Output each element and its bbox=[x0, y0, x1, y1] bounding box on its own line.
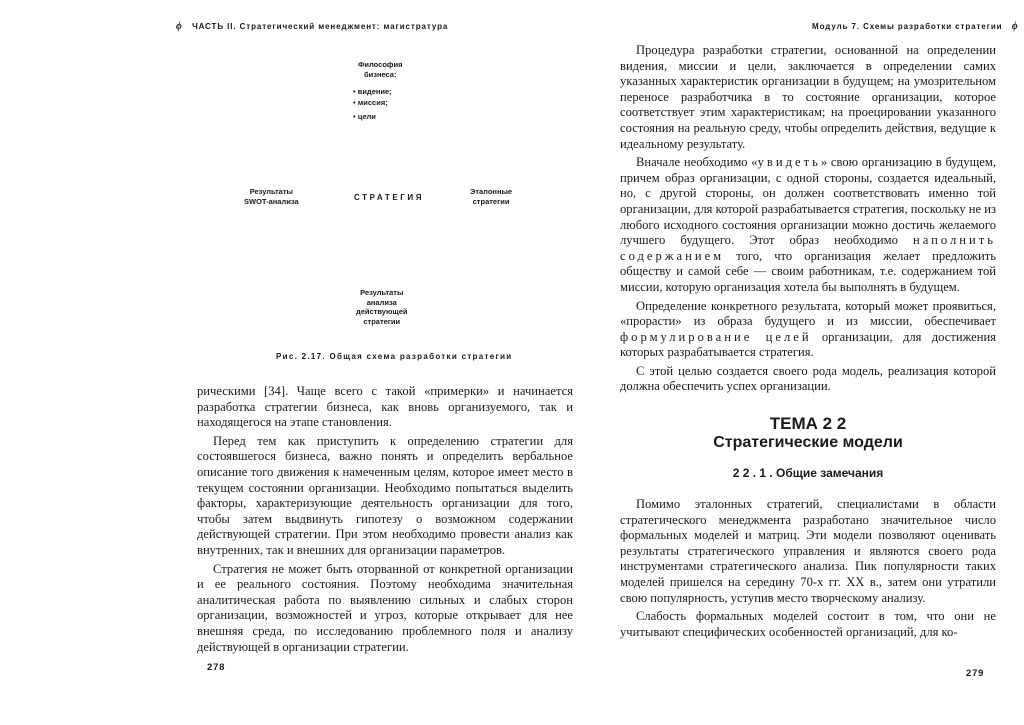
node-line: Результаты bbox=[360, 288, 404, 297]
text-run: того, что организация желает предложить обществу и самой себе — своим работникам, т.е. содержанием той миссии, которую организация хотела бы выполнять в будущем. bbox=[620, 248, 996, 294]
spaced-emphasis: увидеть bbox=[757, 155, 821, 170]
paragraph: Слабость формальных моделей состоит в том, что они не учитывают специфических особенностей организаций, для ко- bbox=[620, 609, 996, 639]
text-run: » свою организацию в будущем, причем образ организации, с одной стороны, создается идеальный, но, с другой стороны, он должен соответствовать именно той организации, для которой разрабатывается стратегия, поскольку не из любого исходного состояния организации можно достичь желаемого лучшего будущего. Этот образ необходимо bbox=[620, 155, 996, 248]
node-line: действующей bbox=[356, 307, 408, 316]
theme-title: Стратегические модели bbox=[713, 434, 903, 451]
right-running-head bbox=[812, 21, 1019, 32]
node-line: анализа bbox=[366, 297, 397, 307]
text-run: Определение конкретного результата, который может проявиться, «прорасти» из образа будущего и из миссии, обеспечивает bbox=[620, 298, 996, 329]
list-item: • цели bbox=[353, 112, 376, 121]
text-run: Вначале необходимо « bbox=[636, 155, 758, 170]
node-line: Эталонные bbox=[470, 187, 513, 196]
paragraph: Помимо эталонных стратегий, специалистами в области стратегического менеджмента разработано значительное число формальных моделей и матриц. Эти модели позволяют оценивать результаты стратегического управления и являются своего рода инструментами стратегического анализа. Пик популярности таких моделей пришелся на середину 70-х гг. XX в., затем они утратили свою популярность, уступив место творческому анализу. bbox=[620, 497, 996, 605]
paragraph: рическими [34]. Чаще всего с такой «примерки» и начинается разработка стратегии бизнеса, как вновь организуемого, так и находящегося на этапе становления. bbox=[197, 384, 573, 430]
diagram-node-reference-strategies bbox=[470, 187, 512, 206]
ornament-icon: ϕ bbox=[176, 21, 183, 32]
figure-caption: Рис. 2.17. Общая схема разработки стратегии bbox=[276, 352, 513, 361]
diagram-node-philosophy bbox=[358, 60, 402, 79]
section-title: 2 2 . 1 . Общие замечания bbox=[732, 466, 884, 480]
text-run: организации, для достижения которых разрабатывается стратегия. bbox=[620, 329, 996, 360]
list-item: • видение; bbox=[353, 87, 392, 96]
theme-label: ТЕМА 2 2 bbox=[769, 414, 847, 433]
node-line: стратегии bbox=[363, 316, 401, 326]
paragraph: Стратегия не может быть оторванной от конкретной организации и ее реального состояния. Поэтому необходима значительная аналитическая работа по выявлению сильных и слабых сторон организации, возможностей и угроз, которые открывает для нее внешняя среда, по исследованию проблемного поля и анализу действующей в организации стратегии. bbox=[197, 561, 573, 654]
diagram-philosophy-list bbox=[353, 86, 392, 122]
right-body-text-bottom bbox=[620, 497, 996, 643]
paragraph bbox=[620, 299, 996, 361]
running-head-text: Модуль 7. Схемы разработки стратегии bbox=[812, 22, 1003, 31]
left-running-head bbox=[176, 21, 448, 32]
node-line: SWOT-анализа bbox=[244, 196, 299, 206]
diagram-node-swot bbox=[244, 187, 299, 206]
page-number-left: 278 bbox=[207, 662, 226, 673]
paragraph: С этой целью создается своего рода модель, реализация которой должна обеспечить успех организации. bbox=[620, 363, 996, 394]
list-item: • миссия; bbox=[353, 98, 388, 107]
node-line: стратегии bbox=[472, 196, 510, 206]
paragraph: Процедура разработки стратегии, основанной на определении видения, миссии и цели, заключается в определении самих указанных характеристик организации в будущем; на умозрительном переносе разработчика в то состояние организации, которое соответствует этим характеристикам; на проецировании указанного состояния на реальную среду, чтобы определить действия, ведущие к идеальному результату. bbox=[620, 43, 996, 151]
spaced-emphasis: формулирование целей bbox=[620, 329, 812, 344]
paragraph: Перед тем как приступить к определению стратегии для состоявшегося бизнеса, важно понять и определить вербальное описание того движения к намеченным целям, которое имеет место в текущем состоянии организации. Необходимо попытаться выделить факторы, характеризующие деятельность организации для того, чтобы затем выдвинуть гипотезу о возможном содержании действующей стратегии. При этом необходимо провести анализ как внутренних, так и внешних для организации параметров. bbox=[197, 433, 573, 557]
diagram-node-strategy: СТРАТЕГИЯ bbox=[354, 193, 425, 202]
right-body-text-top bbox=[620, 43, 996, 398]
diagram-node-current-strategy bbox=[356, 288, 408, 326]
node-line: Философия bbox=[358, 60, 403, 69]
node-line: Результаты bbox=[249, 187, 293, 196]
running-head-text: ЧАСТЬ II. Стратегический менеджмент: магистратура bbox=[192, 22, 449, 31]
paragraph bbox=[620, 155, 996, 295]
node-line: бизнеса: bbox=[363, 69, 397, 79]
page-number-right: 279 bbox=[966, 668, 985, 679]
spaced-emphasis: наполнить содержанием bbox=[620, 233, 996, 263]
ornament-icon: ϕ bbox=[1011, 21, 1019, 32]
